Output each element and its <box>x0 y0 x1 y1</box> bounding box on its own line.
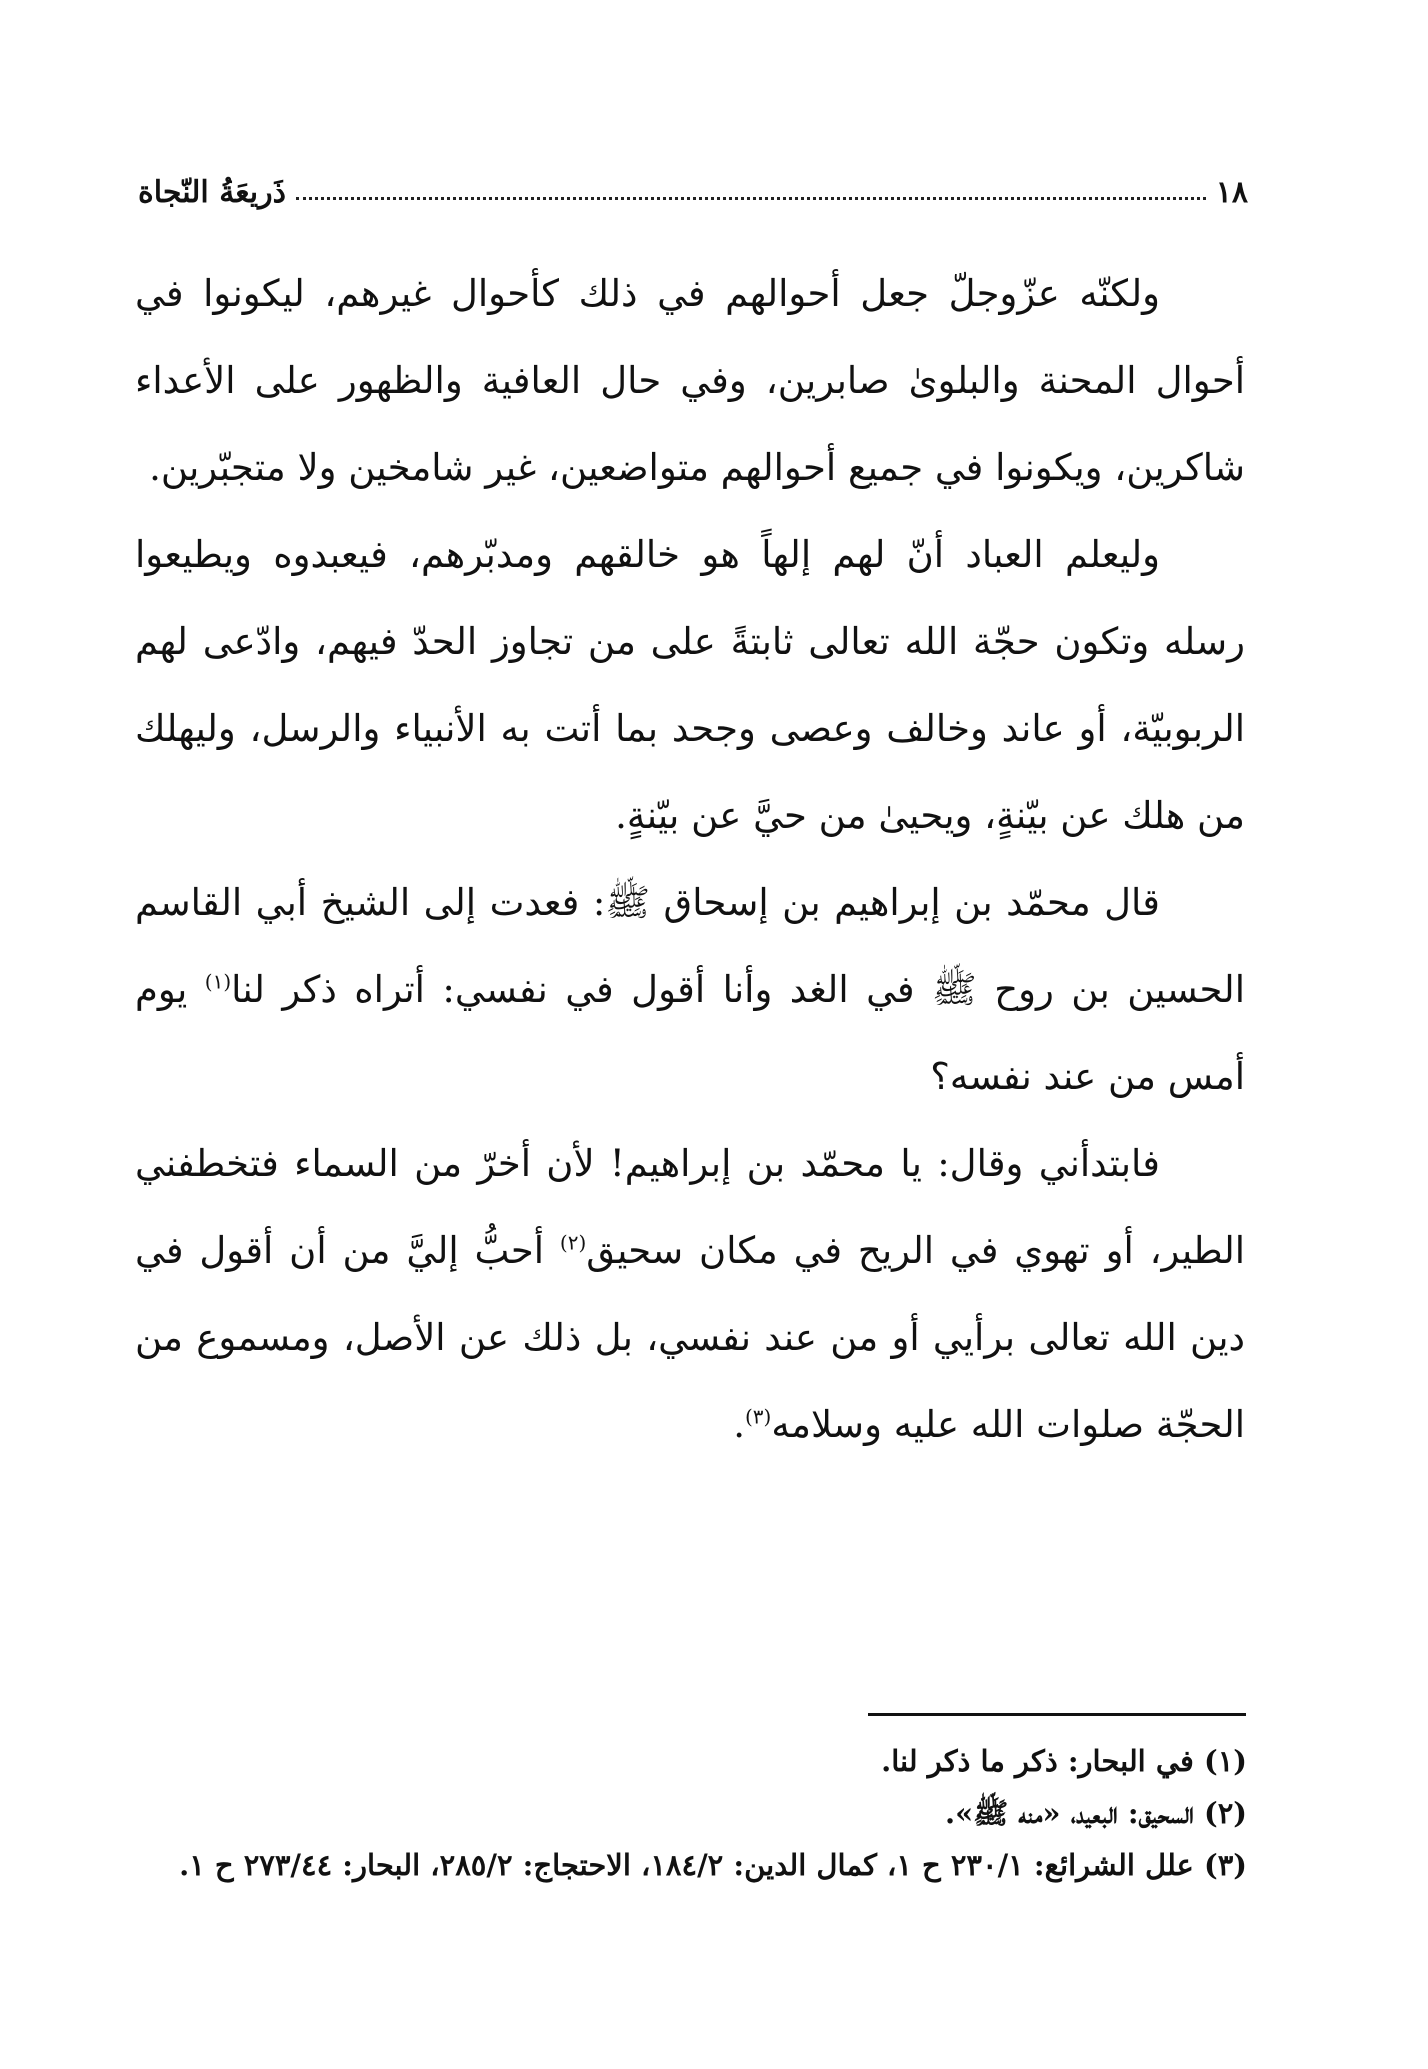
paragraph-3-text: قال محمّد بن إبراهيم بن إسحاق ﷺ: فعدت إلى الشيخ أبي القاسم الحسين بن روح ﷺ في الغد وأنا أقول في نفسي: أتراه ذكر لنا <box>135 881 1245 1011</box>
main-text <box>135 250 1245 1468</box>
footnote-1: (١) في البحار: ذكر ما ذكر لنا. <box>881 1744 1247 1778</box>
footnote-ref-3: (٣) <box>744 1404 772 1429</box>
footnote-ref-1: (١) <box>204 969 232 994</box>
paragraph-4-text-middle: أحبُّ إليَّ من أن أقول في دين الله تعالى برأيي أو من عند نفسي، بل ذلك عن الأصل، ومسموع من الحجّة صلوات الله عليه وسلامه <box>135 1229 1245 1446</box>
paragraph-4-text-end: . <box>733 1403 745 1446</box>
page-number: ١٨ <box>1215 175 1248 210</box>
footnote-2: (٢) السحيق: البعيد، «منه ﷺ». <box>945 1796 1247 1830</box>
paragraph-3-text-end: يوم أمس من عند نفسه؟ <box>135 968 1245 1098</box>
footnote-ref-2: (٢) <box>559 1230 587 1255</box>
header-dot-leader <box>296 197 1206 200</box>
paragraph-3 <box>135 859 1245 1120</box>
running-header <box>138 160 1248 210</box>
footnote-separator <box>868 1713 1246 1716</box>
book-title: ذَريعَةُ النّجاة <box>138 175 286 210</box>
footnote-3: (٣) علل الشرائع: ٢٣٠/١ ح ١، كمال الدين: ١٨٤/٢، الاحتجاج: ٢٨٥/٢، البحار: ٢٧٣/٤٤ ح ١. <box>179 1848 1247 1882</box>
paragraph-1: ولكنّه عزّوجلّ جعل أحوالهم في ذلك كأحوال غيرهم، ليكونوا في أحوال المحنة والبلوىٰ صابرين، وفي حال العافية والظهور على الأعداء شاكرين، ويكونوا في جميع أحوالهم متواضعين، غير شامخين ولا متجبّرين. <box>135 272 1245 489</box>
footnotes <box>135 1738 1247 1894</box>
paragraph-2: وليعلم العباد أنّ لهم إلهاً هو خالقهم ومدبّرهم، فيعبدوه ويطيعوا رسله وتكون حجّة الله تعالى ثابتةً على من تجاوز الحدّ فيهم، وادّعى لهم الربوبيّة، أو عاند وخالف وعصى وجحد بما أتت به الأنبياء والرسل، وليهلك من هلك عن بيّنةٍ، ويحيىٰ من حيَّ عن بيّنةٍ. <box>135 533 1245 837</box>
paragraph-4 <box>135 1120 1245 1468</box>
paragraph-4-text: فابتدأني وقال: يا محمّد بن إبراهيم! لأن أخرّ من السماء فتخطفني الطير، أو تهوي في الريح في مكان سحيق <box>135 1142 1246 1272</box>
